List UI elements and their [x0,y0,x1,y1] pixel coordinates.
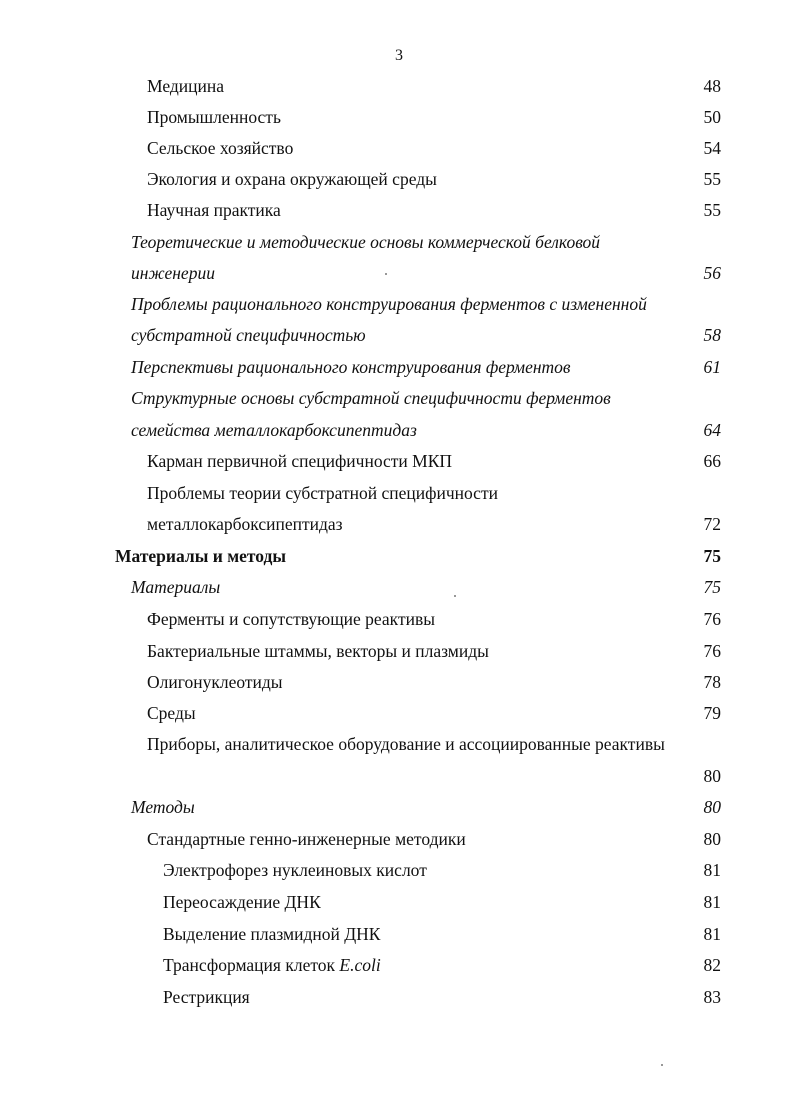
toc-label: Выделение плазмидной ДНК [163,924,381,944]
toc-label: Проблемы рационального конструирования ферментов с измененной [131,294,647,314]
toc-entry [147,669,721,695]
toc-entry [147,197,721,223]
toc-label: металлокарбоксипептидаз [147,514,343,534]
toc-entry [131,794,721,820]
toc-label: Бактериальные штаммы, векторы и плазмиды [147,641,489,661]
toc-page: 79 [703,703,721,723]
toc-page: 56 [703,263,721,283]
toc-entry [147,166,721,192]
toc-entry [147,104,721,130]
page-number: 3 [395,47,403,64]
toc-page: 81 [703,924,721,944]
toc-label: Промышленность [147,107,281,127]
toc-page: 72 [703,514,721,534]
toc-page: 78 [703,672,721,692]
toc-page: 80 [703,797,721,817]
toc-page: 83 [703,987,721,1007]
toc-label: субстратной специфичностью [131,325,366,345]
toc-entry [131,229,721,255]
toc-label: Среды [147,703,196,723]
toc-label: Медицина [147,76,224,96]
toc-page: 81 [703,860,721,880]
toc-page: 80 [703,829,721,849]
toc-label: Проблемы теории субстратной специфичности [147,483,498,503]
toc-entry [163,889,721,915]
toc-label: Приборы, аналитическое оборудование и ассоциированные реактивы [147,734,665,754]
toc-entry [147,731,721,757]
toc-page: 82 [703,955,721,975]
toc-label: Рестрикция [163,987,250,1007]
toc-entry [163,857,721,883]
toc-label: Структурные основы субстратной специфичности ферментов [131,388,611,408]
toc-page: 75 [703,546,721,566]
toc-page: 55 [703,200,721,220]
toc-label: инженерии [131,263,215,283]
toc-entry [131,322,721,348]
toc-page: 80 [703,766,721,786]
toc-label: Сельское хозяйство [147,138,294,158]
toc-entry [147,73,721,99]
toc-entry [131,385,721,411]
toc-entry [131,354,721,380]
toc-entry [163,984,721,1010]
toc-label: Стандартные генно-инженерные методики [147,829,466,849]
scan-speck [661,1064,663,1066]
toc-label: Переосаждение ДНК [163,892,321,912]
toc-entry [147,638,721,664]
toc-entry [147,511,721,537]
toc-entry [147,480,721,506]
toc-entry [147,826,721,852]
toc-section-heading [115,543,721,569]
toc-entry [147,606,721,632]
toc-page: 66 [703,451,721,471]
toc-page: 54 [703,138,721,158]
toc-label: Перспективы рационального конструирования ферментов [131,357,571,377]
toc-entry [147,763,721,789]
toc-label: Ферменты и сопутствующие реактивы [147,609,435,629]
toc-entry [163,921,721,947]
toc-label: Олигонуклеотиды [147,672,283,692]
toc-entry [131,417,721,443]
scan-speck [385,273,387,275]
toc-label-text: Трансформация клеток [163,955,340,975]
toc-entry [147,700,721,726]
toc-label: Научная практика [147,200,281,220]
toc-entry [147,135,721,161]
toc-label: Экология и охрана окружающей среды [147,169,437,189]
toc-entry [163,952,721,978]
toc-page: 76 [703,641,721,661]
toc-label: Электрофорез нуклеиновых кислот [163,860,427,880]
toc-label: Материалы [131,577,221,597]
toc-page: 75 [703,577,721,597]
toc-page: 61 [703,357,721,377]
toc-page: 81 [703,892,721,912]
toc-entry [131,574,721,600]
toc-page: 48 [703,76,721,96]
toc-page: 55 [703,169,721,189]
toc-label-species: E.coli [339,955,381,975]
toc-entry [131,260,721,286]
toc-page: 64 [703,420,721,440]
toc-page: 58 [703,325,721,345]
toc-label: Карман первичной специфичности МКП [147,451,453,471]
toc-label [163,952,381,978]
toc-page: 76 [703,609,721,629]
scan-speck [454,595,456,597]
toc-label: Теоретические и методические основы коммерческой белковой [131,232,601,252]
toc-entry [147,448,721,474]
toc-label: Материалы и методы [115,546,287,566]
toc-label: Методы [131,797,195,817]
toc-page: 50 [703,107,721,127]
toc-entry [131,291,721,317]
toc-label: семейства металлокарбоксипептидаз [131,420,417,440]
